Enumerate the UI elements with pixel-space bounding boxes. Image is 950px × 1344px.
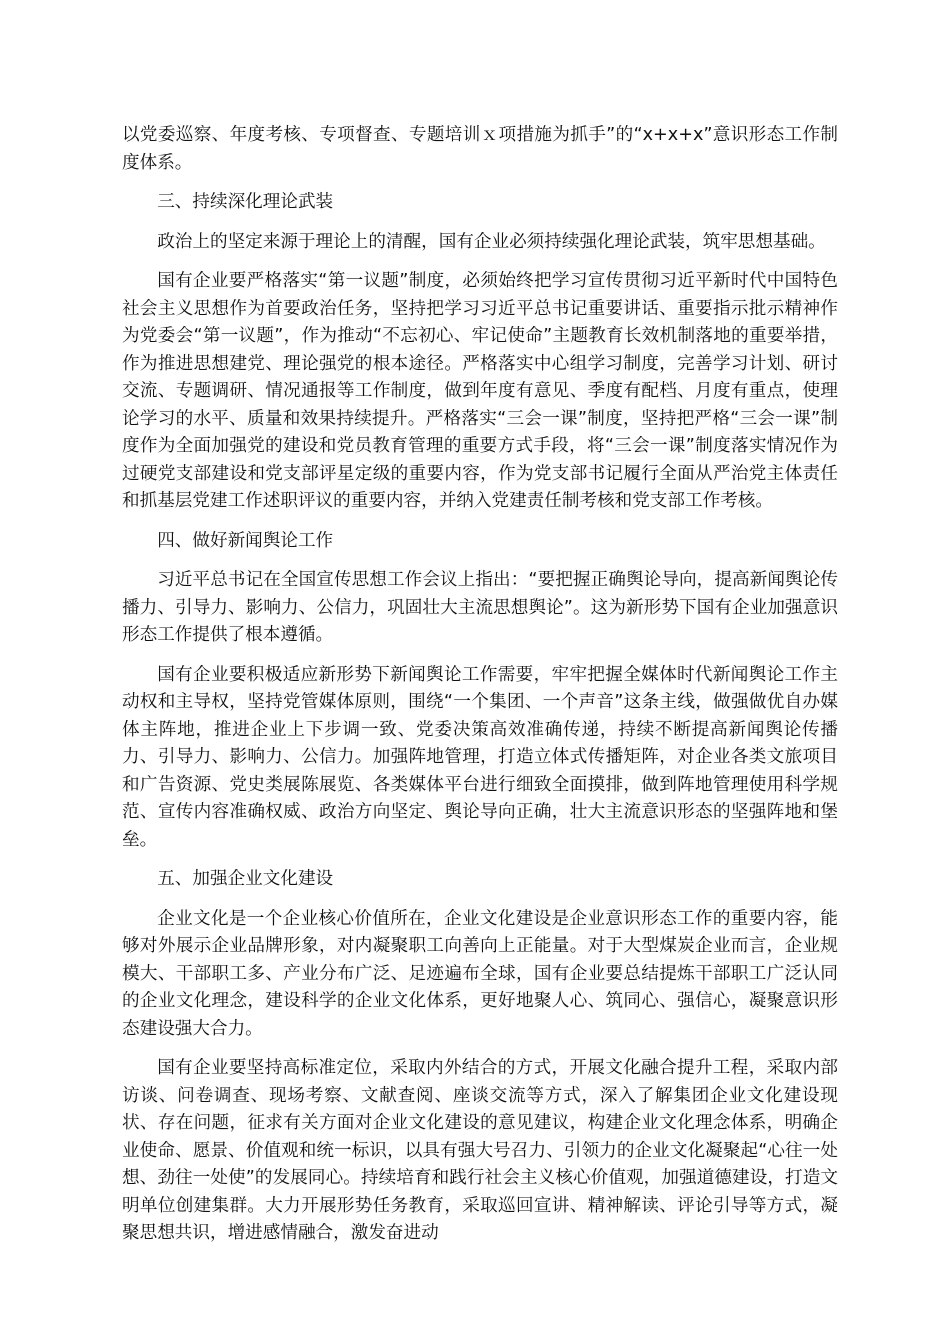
paragraph: 国有企业要严格落实“第一议题”制度，必须始终把学习宣传贯彻习近平新时代中国特色社会主义思想作为首要政治任务，坚持把学习习近平总书记重要讲话、重要指示批示精神作为党委会“第一议题”，作为推动“不忘初心、牢记使命”主题教育长效机制落地的重要举措，作为推进思想建党、理论强党的根本途径。严格落实中心组学习制度，完善学习计划、研讨交流、专题调研、情况通报等工作制度，做到年度有意见、季度有配档、月度有重点，使理论学习的水平、质量和效果持续提升。严格落实“三会一课”制度，坚持把严格“三会一课”制度作为全面加强党的建设和党员教育管理的重要方式手段，将“三会一课”制度落实情况作为过硬党支部建设和党支部评星定级的重要内容，作为党支部书记履行全面从严治党主体责任和抓基层党建工作述职评议的重要内容，并纳入党建责任制考核和党支部工作考核。 [122, 271, 838, 511]
section-heading: 五、加强企业文化建设 [157, 869, 334, 889]
paragraph: 以党委巡察、年度考核、专项督查、专题培训ｘ项措施为抓手”的“x+x+x”意识形态工作制度体系。 [122, 125, 838, 173]
paragraph: 国有企业要坚持高标准定位，采取内外结合的方式，开展文化融合提升工程，采取内部访谈、问卷调查、现场考察、文献查阅、座谈交流等方式，深入了解集团企业文化建设现状、存在问题，征求有关方面对企业文化建设的意见建议，构建企业文化理念体系，明确企业使命、愿景、价值观和统一标识，以具有强大号召力、引领力的企业文化凝聚起“心往一处想、劲往一处使”的发展同心。持续培育和践行社会主义核心价值观，加强道德建设，打造文明单位创建集群。大力开展形势任务教育，采取巡回宣讲、精神解读、评论引导等方式，凝聚思想共识，增进感情融合，激发奋进动 [122, 1058, 838, 1243]
paragraph: 企业文化是一个企业核心价值所在，企业文化建设是企业意识形态工作的重要内容，能够对外展示企业品牌形象，对内凝聚职工向善向上正能量。对于大型煤炭企业而言，企业规模大、干部职工多、产业分布广泛、足迹遍布全球，国有企业要总结提炼干部职工广泛认同的企业文化理念，建设科学的企业文化体系，更好地聚人心、筑同心、强信心，凝聚意识形态建设强大合力。 [122, 908, 838, 1039]
paragraph: 政治上的坚定来源于理论上的清醒，国有企业必须持续强化理论武装，筑牢思想基础。 [157, 231, 826, 252]
paragraph: 习近平总书记在全国宣传思想工作会议上指出：“要把握正确舆论导向，提高新闻舆论传播力、引导力、影响力、公信力，巩固壮大主流思想舆论”。这为新形势下国有企业加强意识形态工作提供了根本遵循。 [122, 570, 838, 645]
section-heading: 三、持续深化理论武装 [157, 192, 334, 212]
section-heading: 四、做好新闻舆论工作 [157, 530, 334, 551]
document-body [122, 122, 838, 1260]
paragraph: 国有企业要积极适应新形势下新闻舆论工作需要，牢牢把握全媒体时代新闻舆论工作主动权和主导权，坚持党管媒体原则，围绕“一个集团、一个声音”这条主线，做强做优自办媒体主阵地，推进企业上下步调一致、党委决策高效准确传递，持续不断提高新闻舆论传播力、引导力、影响力、公信力。加强阵地管理，打造立体式传播矩阵，对企业各类文旅项目和广告资源、党史类展陈展览、各类媒体平台进行细致全面摸排，做到阵地管理使用科学规范、宣传内容准确权威、政治方向坚定、舆论导向正确，壮大主流意识形态的坚强阵地和堡垒。 [122, 664, 838, 850]
